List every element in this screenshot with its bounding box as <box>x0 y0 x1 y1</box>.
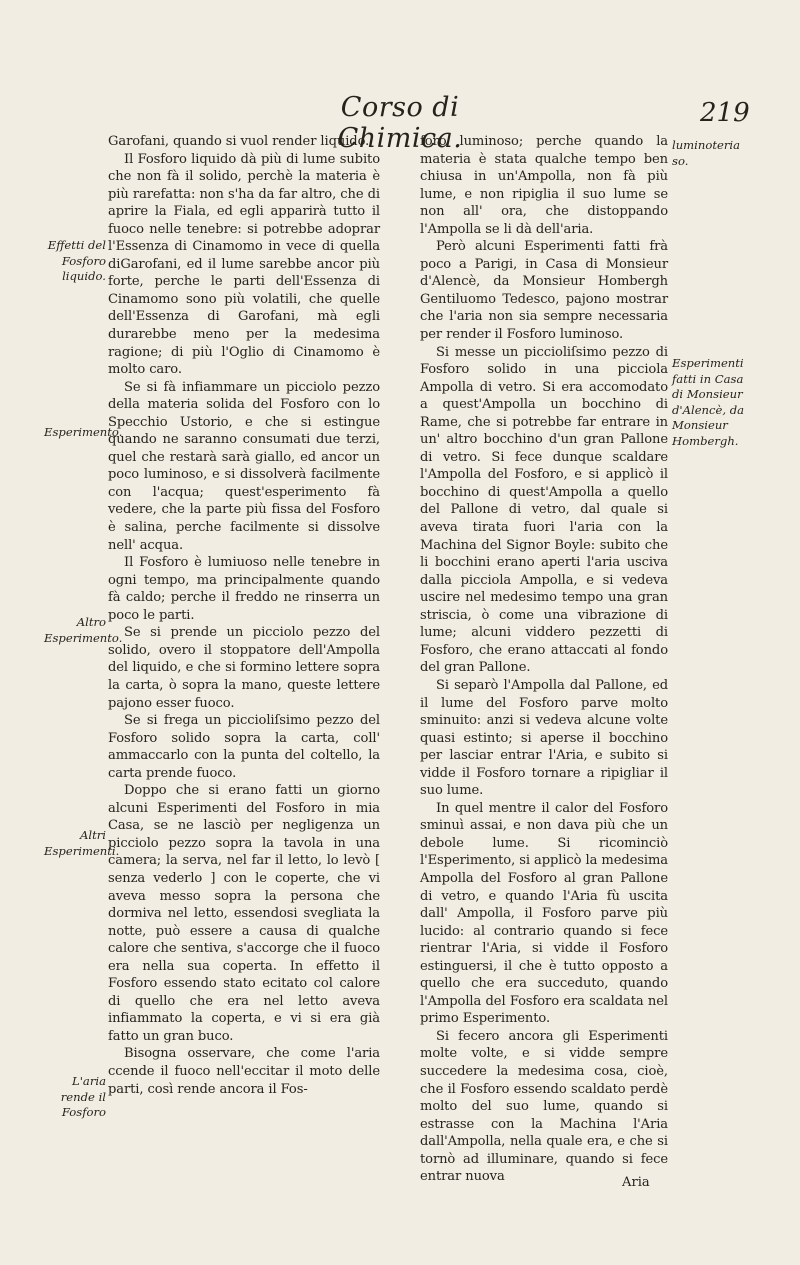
margin-note-aria: L'aria rende il Fosforo <box>60 1074 106 1119</box>
paragraph: Si separò l'Ampolla dal Pallone, ed il lume del Fosforo parve molto sminuito: anzi si vedeva alcune volte quasi estinto; si aperse il bocchino per lasciar entrar l'Aria, e subito si vidde il Fosforo tornare a ripigliar il suo lume. <box>420 677 668 799</box>
left-column <box>108 133 380 1098</box>
right-column <box>420 133 668 1186</box>
paragraph: Si fecero ancora gli Esperimenti molte volte, e si vidde sempre succedere la medesima cosa, cioè, che il Fosforo essendo scaldato perdè molto del suo lume, quando si estrasse con la Machina l'Aria dall'Ampolla, nella quale era, e che si tornò ad illuminare, quando si fece entrar nuova <box>420 1028 668 1185</box>
paragraph: Il Fosforo è lumiuoso nelle tenebre in ogni tempo, ma principalmente quando fà caldo; perche il freddo ne rinserra un poco le parti. <box>108 555 380 623</box>
paragraph: foro luminoso; perche quando la materia è stata qualche tempo ben chiusa in un'Ampolla, non fà più lume, e non ripiglia il suo lume se non all' ora, che distoppando l'Ampolla se li dà dell'aria. <box>420 134 668 237</box>
margin-note-altro: Altro Esperimento. <box>44 615 123 645</box>
paragraph: Bisogna osservare, che come l'aria ccende il fuoco nell'eccitar il moto delle parti, così rende ancora il Fos- <box>108 1046 380 1097</box>
paragraph: Garofani, quando si vuol render liquido. <box>108 134 370 149</box>
paragraph: Si messe un piccioliſsimo pezzo di Fosforo solido in una picciola Ampolla di vetro. Si era accomodato a quest'Ampolla un bocchino di Rame, che si potrebbe far entrare in un' altro bocchino d'un gran Pallone di vetro. Si fece dunque scaldare l'Ampolla del Fosforo, e si applicò il bocchino di quest'Ampolla a quello del Pallone di vetro, dal quale si aveva tirata fuori l'aria con la Machina del Signor Boyle: subito che li bocchini erano aperti l'aria usciva dalla picciola Ampolla, e si vedeva uscire nel medesimo tempo una gran striscia, ò come una vibrazione di lume; alcuni viddero pezzetti di Fosforo, che erano attaccati al fondo del gran Pallone. <box>420 344 668 676</box>
paragraph: Però alcuni Esperimenti fatti frà poco a Parigi, in Casa di Monsieur d'Alencè, da Monsieur Hombergh Gentiluomo Tedesco, pajono mostrar che l'aria non sia sempre necessaria per render il Fosforo luminoso. <box>420 239 668 343</box>
paragraph: Doppo che si erano fatti un giorno alcuni Esperimenti del Fosforo in mia Casa, se ne lasciò per negligenza un picciolo pezzo sopra la tavola in una camera; la serva, nel far il letto, lo levò [ senza vederlo ] con le coperte, che vi aveva messo sopra la persona che dormiva nel letto, essendosi svegliata la notte, può essere a causa di qualche calore che sentiva, s'accorge che il fuoco era nella sua coperta. In effetto il Fosforo essendo stato ecitato col calore di quello che era nel letto aveva infiammato la coperta, e vi si era già fatto un gran buco. <box>108 783 380 1044</box>
paragraph: In quel mentre il calor del Fosforo sminuì assai, e non dava più che un debole lume. Si ricominciò l'Esperimento, si applicò la medesima Ampolla del Fosforo al gran Pallone di vetro, e quando l'Aria fù uscita dall' Ampolla, il Fosforo parve più lucido: al contrario quando si fece rientrar l'Aria, si vidde il Fosforo estinguersi, il che è tutto opposto a quello che era succeduto, quando l'Ampolla del Fosforo era scaldata nel primo Esperimento. <box>420 800 668 1027</box>
paragraph: Se si prende un picciolo pezzo del solido, overo il stoppatore dell'Ampolla del liquido, e che si formino lettere sopra la carta, ò sopra la mano, queste lettere pajono esser fuoco. <box>108 625 380 711</box>
margin-note-luminoteria: luminoteria so. <box>672 138 741 168</box>
margin-note-effetti: Effetti del Fosforo liquido. <box>47 238 106 283</box>
paragraph: Il Fosforo liquido dà più di lume subito che non fà il solido, perchè la materia è più rarefatta: non s'ha da far altro, che di aprire la Fiala, ed egli apparirà tutto il fuoco nelle tenebre: si potrebbe adoprar l'Essenza di Cinamomo in vece di quella diGarofani, ed il lume sarebbe ancor più forte, perche le parti dell'Essenza di Cinamomo sono più volatili, che quelle dell'Essenza di Garofani, mà egli durarebbe meno per la medesima ragione; di più l'Oglio di Cinamomo è molto caro. <box>108 151 380 378</box>
margin-note-altri: Altri Esperimenti. <box>44 828 120 858</box>
margin-note-esperimento: Esperimento. <box>44 425 123 439</box>
paragraph: Se si frega un piccioliſsimo pezzo del Fosforo solido sopra la carta, coll' ammaccarlo con la punta del coltello, la carta prende fuoco. <box>108 713 380 781</box>
paragraph: Se si fà infiammare un picciolo pezzo della materia solida del Fosforo con lo Specchio Ustorio, e che si estingue quando ne saranno consumati due terzi, quel che restarà sarà giallo, ed ancor un poco luminoso, e si dissolverà facilmente con l'acqua; quest'esperimento fà vedere, che la parte più fissa del Fosforo è salina, perche facilmente si dissolve nell' acqua. <box>108 379 380 553</box>
catchword: Aria <box>622 1175 650 1190</box>
running-title: Corso di Chimica. <box>337 92 463 154</box>
page-number: 219 <box>700 98 750 128</box>
margin-note-esperimenti-casa: Esperimenti fatti in Casa di Monsieur d'Alencè, da Monsieur Hombergh. <box>672 356 745 448</box>
